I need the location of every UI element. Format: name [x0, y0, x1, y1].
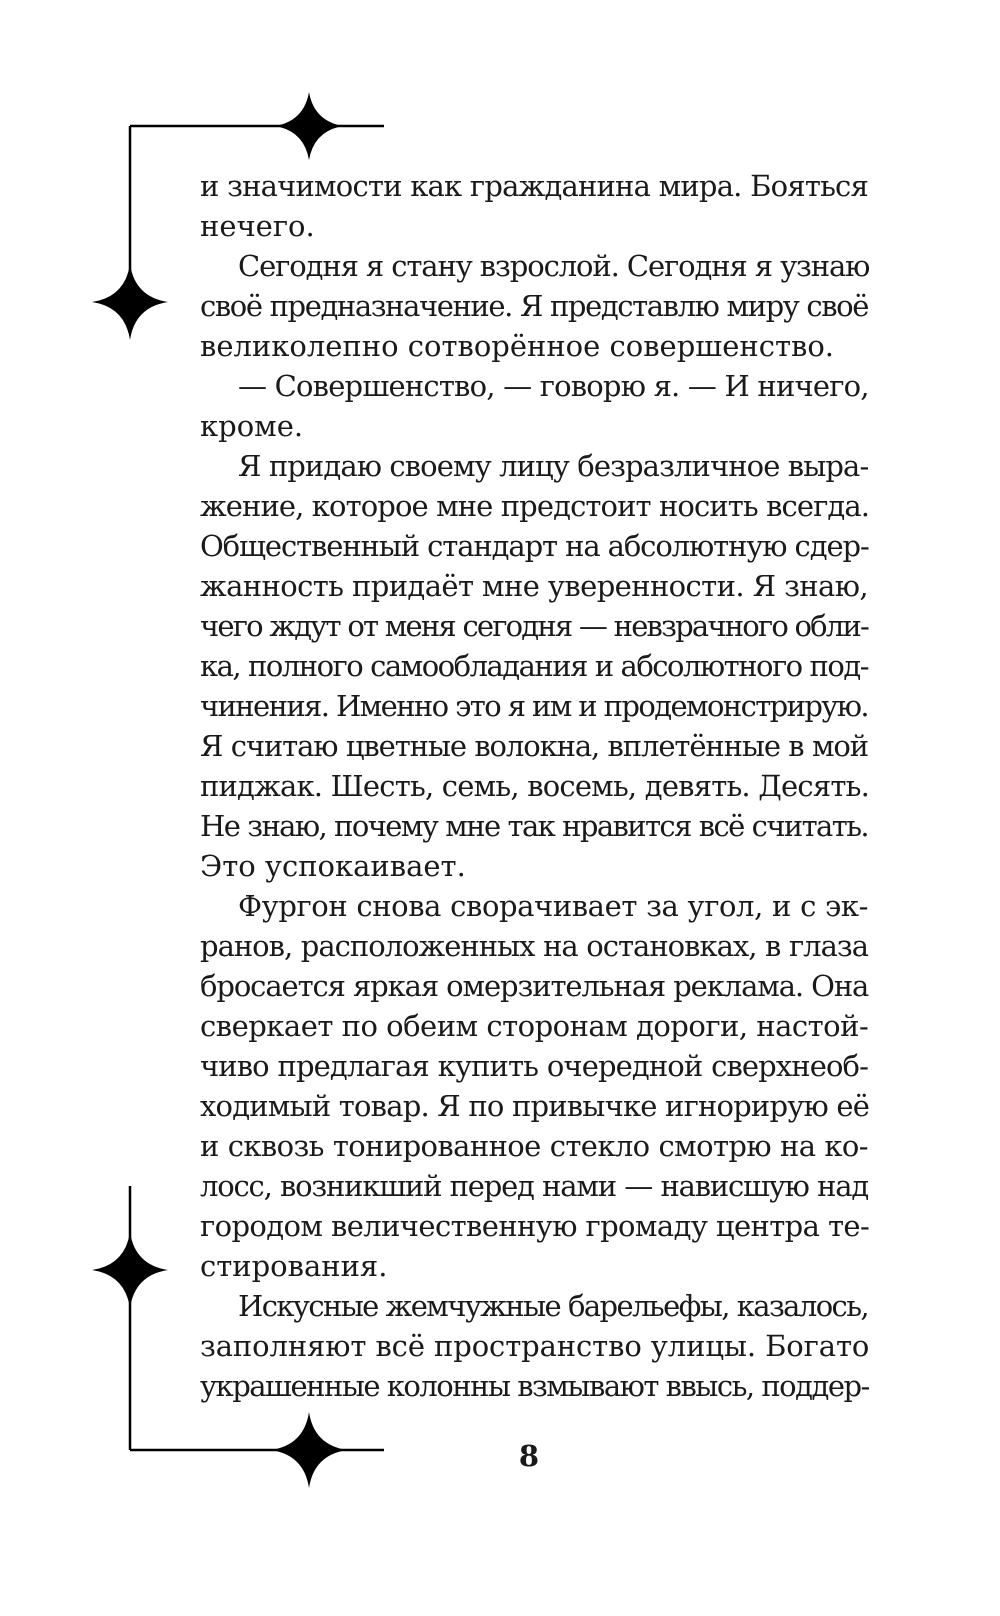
- text-line: чего ждут от меня сегодня — невзрачного обли-: [200, 609, 868, 643]
- body-text: [200, 166, 868, 1406]
- text-line: городом величественную громаду центра те-: [200, 1209, 870, 1243]
- text-line: Это успокаивает.: [200, 849, 466, 883]
- text-line: и значимости как гражданина мира. Бояться: [200, 169, 868, 203]
- text-line: пиджак. Шесть, семь, восемь, девять. Десять.: [200, 769, 869, 803]
- text-line: и сквозь тонированное стекло смотрю на ко-: [200, 1129, 868, 1163]
- text-line: сверкает по обеим сторонам дороги, настой-: [200, 1009, 869, 1043]
- text-line: Сегодня я стану взрослой. Сегодня я узнаю: [238, 249, 870, 283]
- text-line: лосс, возникший перед нами — нависшую над: [200, 1169, 868, 1203]
- text-line: стирования.: [200, 1249, 388, 1283]
- text-line: заполняют всё пространство улицы. Богато: [200, 1329, 870, 1363]
- text-line: бросается яркая омерзительная реклама. Она: [200, 969, 869, 1003]
- text-line: Искусные жемчужные барельефы, казалось,: [238, 1289, 868, 1323]
- text-line: ранов, расположенных на остановках, в глаза: [200, 929, 868, 963]
- text-line: ходимый товар. Я по привычке игнорирую её: [200, 1089, 870, 1123]
- text-line: жение, которое мне предстоит носить всегда.: [200, 489, 870, 523]
- page-number: 8: [518, 1439, 540, 1473]
- text-line: чиво предлагая купить очередной сверхнеоб-: [200, 1049, 868, 1083]
- text-line: жанность придаёт мне уверенности. Я знаю,: [200, 569, 868, 603]
- text-line: Я считаю цветные волокна, вплетённые в мой: [200, 729, 868, 763]
- sparkle-icon-lower-left: [92, 1232, 168, 1308]
- text-line: Не знаю, почему мне так нравится всё считать.: [200, 809, 868, 843]
- text-line: Я придаю своему лицу безразличное выра-: [238, 449, 869, 483]
- text-line: — Совершенство, — говорю я. — И ничего,: [238, 369, 869, 403]
- text-line: Фургон снова сворачивает за угол, и с эк-: [238, 889, 868, 923]
- text-line: украшенные колонны взмывают ввысь, поддер-: [200, 1369, 869, 1403]
- text-line: своё предназначение. Я представлю миру своё: [200, 289, 868, 323]
- text-line: Общественный стандарт на абсолютную сдер-: [200, 529, 869, 563]
- sparkle-icon-top: [275, 92, 343, 160]
- sparkle-icon-mid-left: [92, 264, 168, 340]
- text-line: ка, полного самообладания и абсолютного под-: [200, 649, 868, 683]
- text-line: кроме.: [200, 409, 304, 443]
- text-line: нечего.: [200, 209, 315, 243]
- text-line: великолепно сотворённое совершенство.: [200, 329, 834, 363]
- text-line: чинения. Именно это я им и продемонстрирую.: [200, 689, 869, 723]
